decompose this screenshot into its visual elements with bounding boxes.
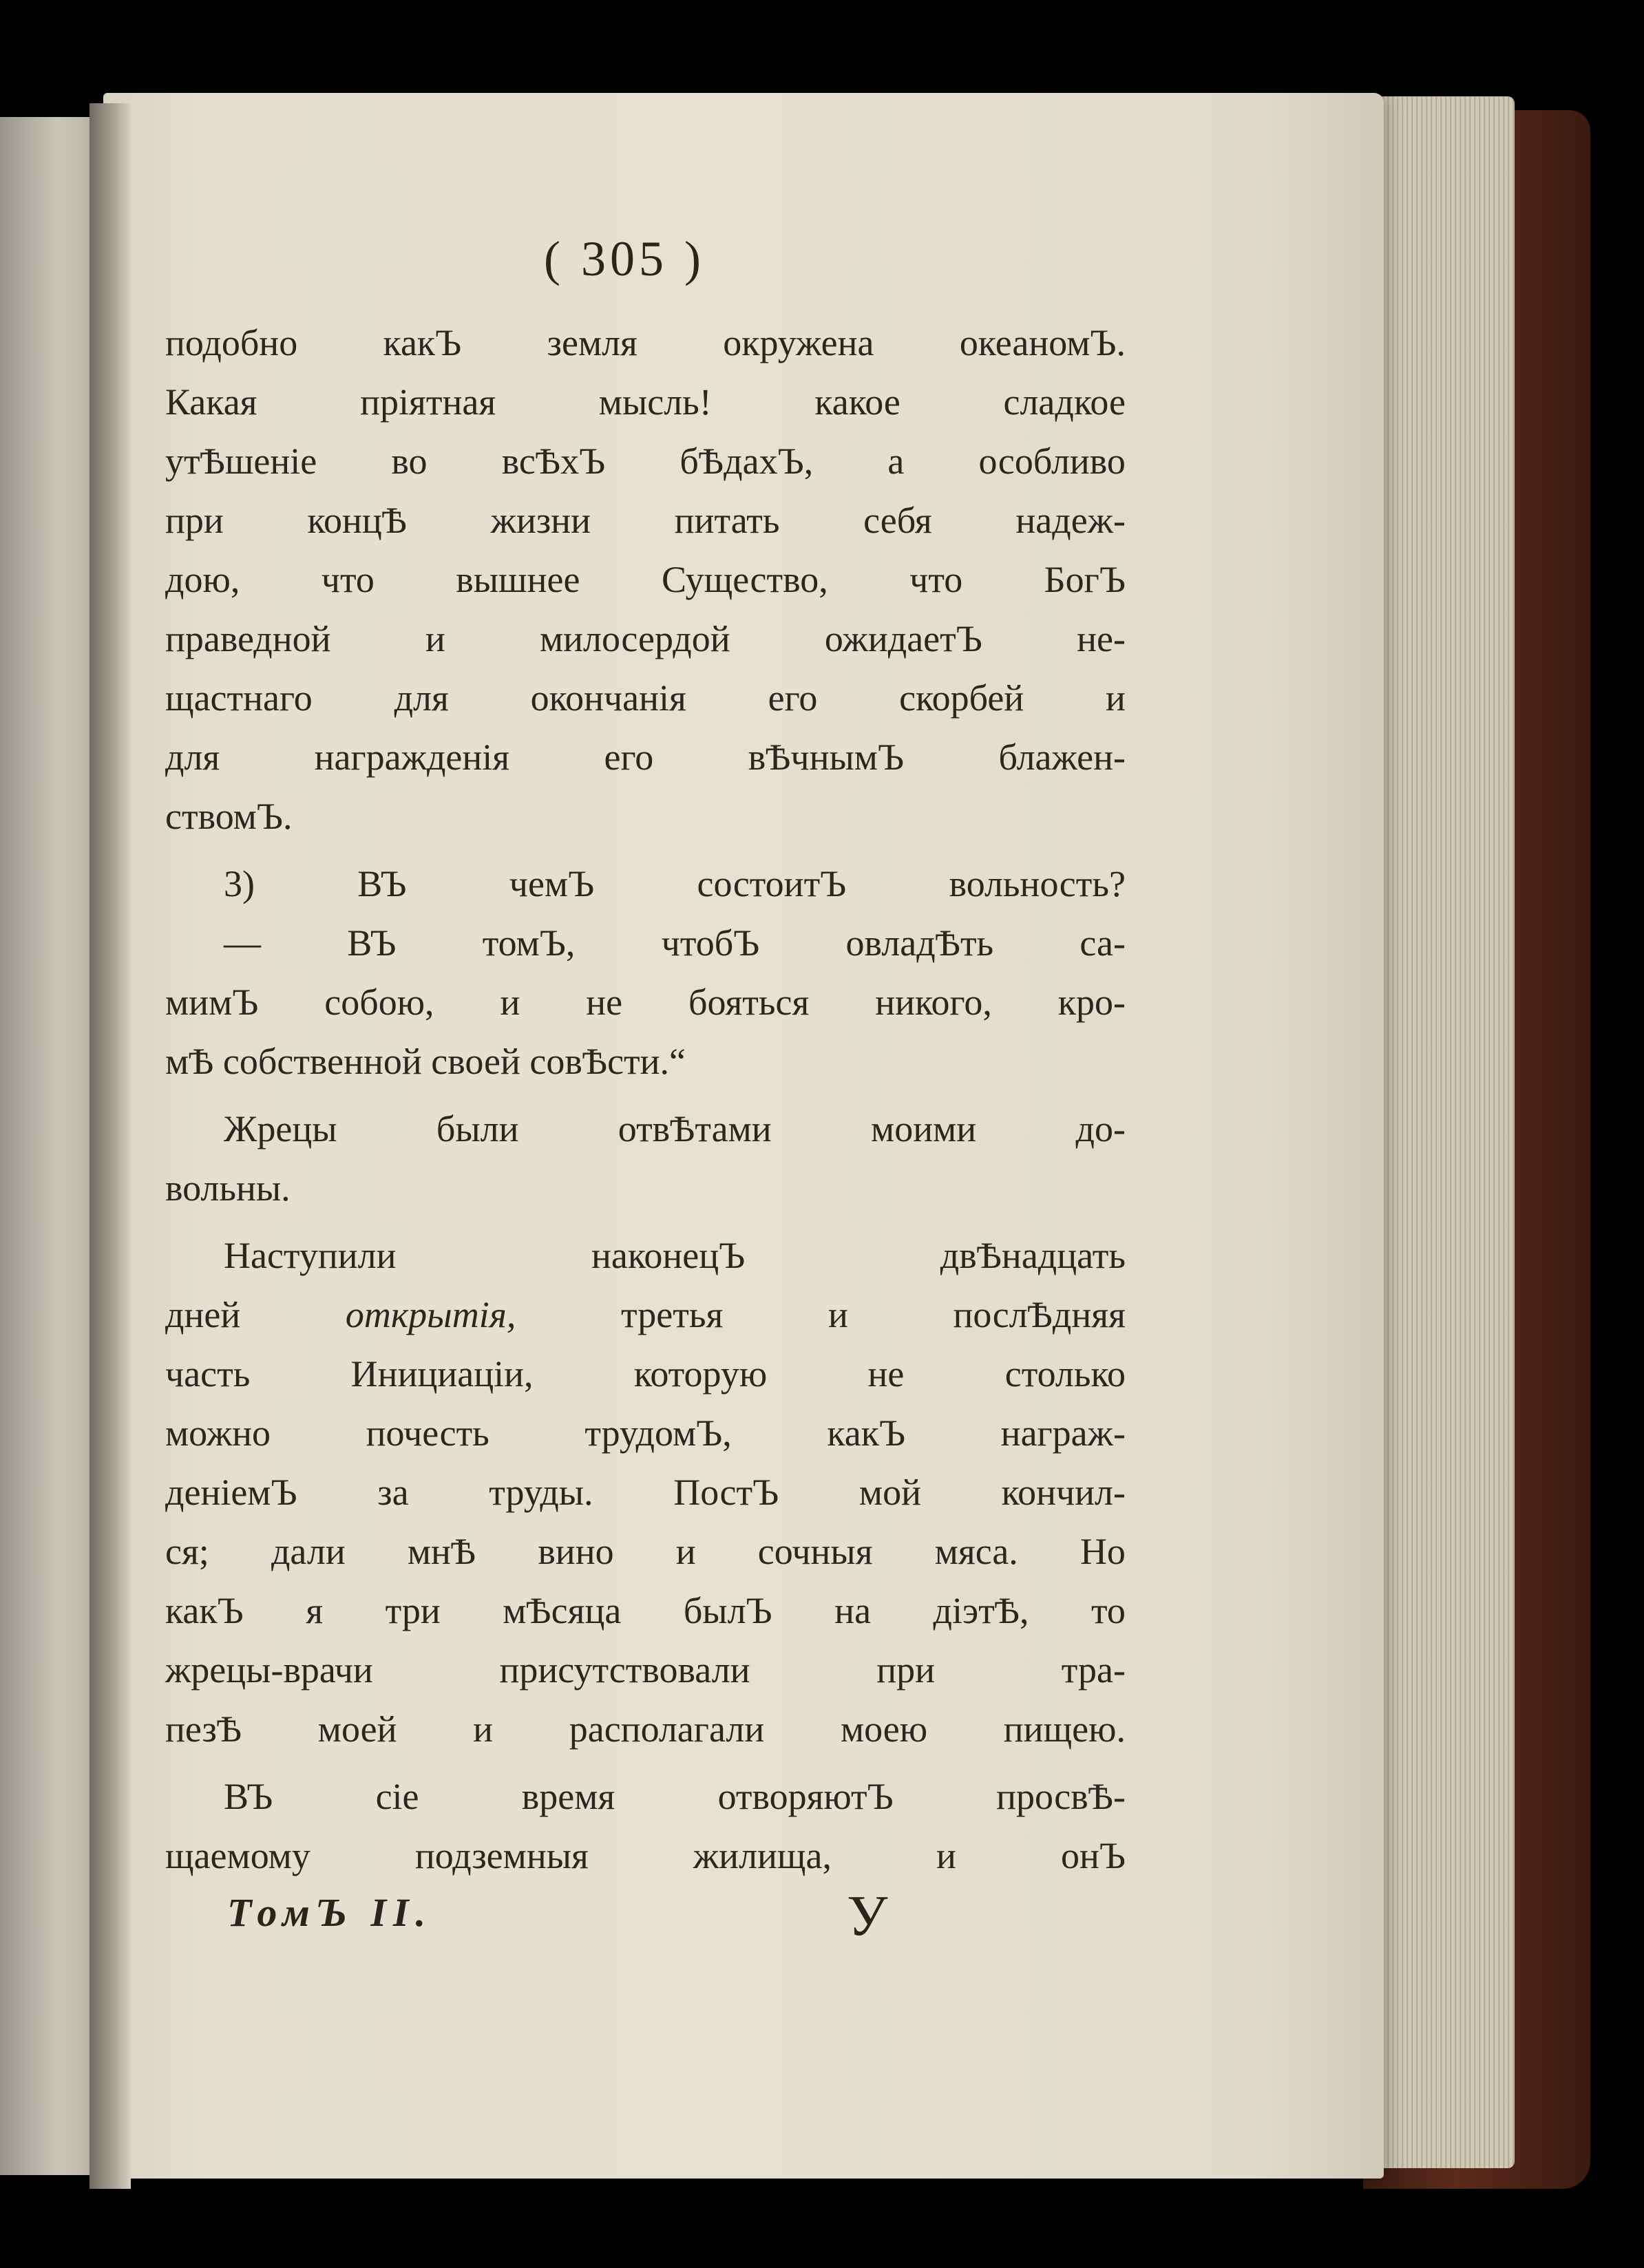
text-line: [165, 1226, 1126, 1285]
word: присутствовали: [499, 1649, 750, 1691]
word: дали: [271, 1531, 346, 1572]
word: Какая: [165, 381, 257, 423]
word: сладкое: [1003, 381, 1126, 423]
word: на: [834, 1590, 872, 1631]
word: трудомЪ,: [584, 1412, 732, 1454]
word: земля: [547, 322, 637, 363]
word: 3): [224, 863, 255, 904]
word: моей: [317, 1708, 397, 1750]
word: блажен-: [998, 736, 1126, 778]
word: былЪ: [683, 1590, 772, 1631]
text-line: [165, 973, 1126, 1032]
word: собою,: [324, 982, 434, 1023]
word: онЪ: [1060, 1835, 1126, 1876]
word: я: [306, 1590, 324, 1631]
word: жрецы-врачи: [165, 1649, 373, 1691]
word: можно: [165, 1412, 271, 1454]
word: отвѢтами: [618, 1108, 772, 1149]
text-line: [165, 1767, 1126, 1826]
word: —: [224, 922, 261, 964]
word: были: [436, 1108, 519, 1149]
text-line: [165, 1032, 1126, 1091]
word: вольны.: [165, 1167, 291, 1209]
text-line: [165, 609, 1126, 668]
word: бѢдахЪ,: [679, 441, 814, 482]
word: какЪ: [383, 322, 462, 363]
word: при: [876, 1649, 936, 1691]
word: его: [604, 736, 654, 778]
word: жизни: [490, 500, 591, 541]
text-line: [165, 372, 1126, 432]
word: питать: [674, 500, 780, 541]
word: не: [867, 1353, 905, 1395]
word: почесть: [366, 1412, 489, 1454]
word: мѢсяца: [503, 1590, 622, 1631]
word: и: [828, 1294, 848, 1335]
book-gutter: [89, 103, 131, 2189]
word: и: [473, 1708, 494, 1750]
word: и: [675, 1531, 696, 1572]
word: томЪ,: [482, 922, 576, 964]
word: моею: [840, 1708, 928, 1750]
word: Существо,: [661, 559, 828, 600]
word: какЪ: [827, 1412, 906, 1454]
text-line: [165, 1640, 1126, 1699]
word: особливо: [978, 441, 1126, 482]
word: вольность?: [949, 863, 1126, 904]
word: пищею.: [1003, 1708, 1126, 1750]
word: при: [165, 500, 224, 541]
word: вышнее: [456, 559, 580, 600]
word: а: [887, 441, 905, 482]
word: подземныя: [414, 1835, 589, 1876]
word: Наступили: [224, 1235, 397, 1276]
text-line: [165, 550, 1126, 609]
body-text: [165, 313, 1126, 1885]
word: то: [1091, 1590, 1126, 1631]
text-line: [165, 1344, 1126, 1403]
word: во: [391, 441, 428, 482]
word: совѢсти.“: [529, 1041, 686, 1082]
word: три: [385, 1590, 441, 1631]
word: часть: [165, 1353, 251, 1395]
word: чемЪ: [509, 863, 595, 904]
word: ВЪ: [357, 863, 407, 904]
word: концѢ: [307, 500, 407, 541]
word: БогЪ: [1044, 559, 1126, 600]
word: его: [768, 677, 818, 719]
word: не-: [1077, 618, 1126, 659]
word: располагали: [569, 1708, 765, 1750]
text-line: [165, 1403, 1126, 1463]
word: щаемому: [165, 1835, 310, 1876]
word: ВЪ: [224, 1776, 273, 1817]
word: щастнаго: [165, 677, 313, 719]
word: ожидаетЪ: [824, 618, 982, 659]
left-page-edge: [0, 117, 103, 2175]
word: окончанія: [530, 677, 686, 719]
word: награжденія: [314, 736, 510, 778]
word: пезѢ: [165, 1708, 242, 1750]
word: ВЪ: [347, 922, 397, 964]
word: третья: [621, 1294, 724, 1335]
text-line: [165, 1699, 1126, 1759]
word: послѢдняя: [953, 1294, 1126, 1335]
word: Но: [1079, 1531, 1126, 1572]
word: мысль!: [598, 381, 712, 423]
text-line: [165, 1285, 1126, 1344]
word: Жрецы: [224, 1108, 337, 1149]
word: деніемЪ: [165, 1472, 297, 1513]
word: какое: [814, 381, 900, 423]
word: праведной: [165, 618, 331, 659]
text-line: [165, 668, 1126, 728]
word: труды.: [489, 1472, 593, 1513]
word: дней: [165, 1294, 241, 1335]
word: какЪ: [165, 1590, 244, 1631]
word: бояться: [688, 982, 810, 1023]
word: сочныя: [757, 1531, 873, 1572]
word: себя: [863, 500, 932, 541]
word: сіе: [375, 1776, 419, 1817]
word: утѢшеніе: [165, 441, 317, 482]
word: овладѢть: [845, 922, 994, 964]
word: чтобЪ: [661, 922, 760, 964]
word: са-: [1079, 922, 1126, 964]
word: діэтѢ,: [933, 1590, 1029, 1631]
word: награж-: [1000, 1412, 1126, 1454]
word: кро-: [1057, 982, 1126, 1023]
word: надеж-: [1015, 500, 1126, 541]
text-line: [165, 313, 1126, 372]
word: пріятная: [360, 381, 496, 423]
word: ствомЪ.: [165, 796, 293, 837]
word: собственной: [222, 1041, 422, 1082]
word: не: [586, 982, 623, 1023]
word: подобно: [165, 322, 298, 363]
word: просвѢ-: [996, 1776, 1126, 1817]
word: для: [165, 736, 220, 778]
word: милосердой: [539, 618, 730, 659]
page-number: ( 305 ): [544, 231, 705, 286]
text-line: [165, 432, 1126, 491]
word: мнѢ: [407, 1531, 476, 1572]
text-line: [165, 1463, 1126, 1522]
word: жилища,: [693, 1835, 832, 1876]
word: моими: [871, 1108, 977, 1149]
word: вѢчнымЪ: [748, 736, 905, 778]
word: двѢнадцать: [940, 1235, 1126, 1276]
word: скорбей: [899, 677, 1024, 719]
word: кончил-: [1001, 1472, 1126, 1513]
word: тра-: [1061, 1649, 1126, 1691]
text-line: [165, 787, 1126, 846]
text-line: [165, 1522, 1126, 1581]
text-line: [165, 1158, 1126, 1218]
word: мимЪ: [165, 982, 259, 1023]
word: никого,: [875, 982, 992, 1023]
word: до-: [1075, 1108, 1126, 1149]
word: что: [909, 559, 963, 600]
word: окружена: [723, 322, 874, 363]
word: что: [321, 559, 375, 600]
word: столько: [1004, 1353, 1126, 1395]
word: для: [394, 677, 449, 719]
word: ПостЪ: [673, 1472, 779, 1513]
word: ся;: [165, 1531, 209, 1572]
word: открытія,: [345, 1294, 516, 1335]
word: мяса.: [934, 1531, 1018, 1572]
word: и: [1106, 677, 1126, 719]
page-footer: [227, 1884, 984, 1948]
text-line: [165, 1826, 1126, 1885]
word: и: [936, 1835, 956, 1876]
text-line: [165, 913, 1126, 973]
word: и: [425, 618, 445, 659]
word: вино: [538, 1531, 614, 1572]
word: за: [377, 1472, 409, 1513]
text-line: [165, 1581, 1126, 1640]
word: всѢхЪ: [501, 441, 606, 482]
text-line: [165, 728, 1126, 787]
signature-mark: У: [847, 1884, 888, 1948]
word: Инициаціи,: [350, 1353, 534, 1395]
word: мѢ: [165, 1041, 214, 1082]
text-line: [165, 854, 1126, 913]
volume-label: ТомЪ II.: [227, 1890, 433, 1935]
word: и: [500, 982, 520, 1023]
text-line: [165, 1099, 1126, 1158]
word: наконецЪ: [591, 1235, 746, 1276]
word: мой: [858, 1472, 921, 1513]
word: своей: [431, 1041, 520, 1082]
word: время: [521, 1776, 615, 1817]
text-line: [165, 491, 1126, 550]
word: океаномЪ.: [959, 322, 1126, 363]
word: отворяютЪ: [717, 1776, 894, 1817]
page-edges: [1370, 96, 1515, 2168]
word: которую: [633, 1353, 768, 1395]
word: состоитЪ: [697, 863, 847, 904]
word: дою,: [165, 559, 240, 600]
